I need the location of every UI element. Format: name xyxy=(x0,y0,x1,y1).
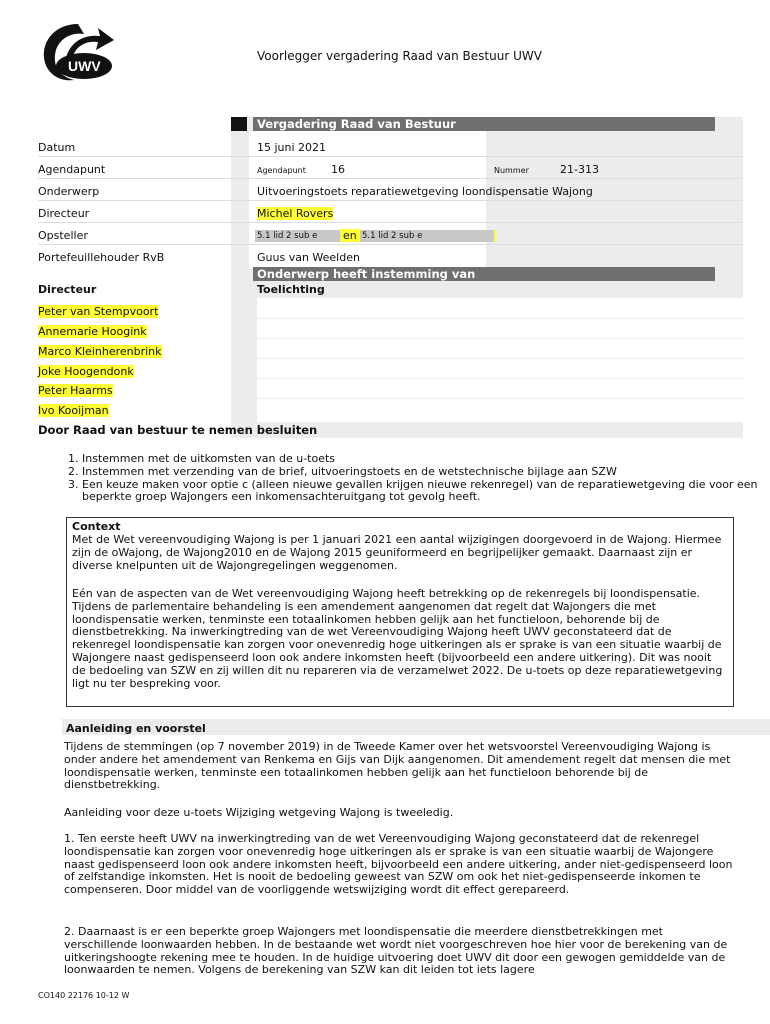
aanleiding-title: Aanleiding en voorstel xyxy=(66,722,206,735)
uwv-logo xyxy=(38,18,118,84)
portefeuille-value: Guus van Weelden xyxy=(257,251,360,264)
nummer-label: Nummer xyxy=(494,166,529,175)
instemming-bar: Onderwerp heeft instemming van xyxy=(253,267,715,281)
besluit-item: 3. Een keuze maken voor optie c (alleen nieuwe gevallen krijgen nieuwe rekenregel) van de reparatiewetgeving die voor een beperkte groep Wajongers een inkomensachteruitgang tot gevolg heeft. xyxy=(82,479,770,505)
datum-value: 15 juni 2021 xyxy=(257,141,327,154)
opsteller-redacted-2 xyxy=(360,230,496,242)
directeur-value: Michel Rovers xyxy=(257,207,334,220)
aanleiding-paragraph-2: Aanleiding voor deze u-toets Wijziging wetgeving Wajong is tweeledig. xyxy=(64,806,454,819)
directeur-label: Directeur xyxy=(38,207,90,220)
onderwerp-value: Uitvoeringstoets reparatiewetgeving loondispensatie Wajong xyxy=(257,185,593,198)
besluit-item: 2. Instemmen met verzending van de brief, uitvoeringstoets en de wetstechnische bijlage aan SZW xyxy=(82,466,770,479)
datum-label: Datum xyxy=(38,141,76,154)
approver-name: Ivo Kooijman xyxy=(38,404,109,417)
approver-name: Joke Hoogendonk xyxy=(38,365,134,378)
document-title: Voorlegger vergadering Raad van Bestuur UWV xyxy=(257,49,542,63)
besluit-item: 1. Instemmen met de uitkomsten van de u-toets xyxy=(82,453,770,466)
opsteller-value-2: 5.1 lid 2 sub e xyxy=(362,231,423,241)
footer-code: CO140 22176 10-12 W xyxy=(38,991,130,1000)
meeting-bar: Vergadering Raad van Bestuur xyxy=(253,117,715,131)
agendapunt-value: 16 xyxy=(331,163,345,176)
context-paragraph-1: Met de Wet vereenvoudiging Wajong is per 1 januari 2021 een aantal wijzigingen doorgevoerd in de Wajong. Hiermee zijn de oWajong, de Wajong2010 en de Wajong 2015 geuniformeerd en begrijpelijker gemaakt. Daarnaast zijn er diverse knelpunten uit de Wajongregelingen weggenomen. xyxy=(72,533,722,572)
aanleiding-paragraph-1: Tijdens de stemmingen (op 7 november 2019) in de Tweede Kamer over het wetsvoorstel Vereenvoudiging Wajong is onder andere het amendement van Renkema en Gijs van Dijk aangenomen. Dit amendement regelt dat mensen die met loondispensatie werken, tenminste een totaalinkomen hebben gelijk aan het functieloon behorende bij de dienstbetrekking. xyxy=(64,740,731,792)
agendapunt-small-label: Agendapunt xyxy=(257,166,306,175)
uwv-logo-graphic xyxy=(38,18,118,84)
approver-name: Peter van Stempvoort xyxy=(38,305,159,318)
nummer-value: 21-313 xyxy=(560,163,599,176)
approver-name: Peter Haarms xyxy=(38,384,113,397)
opsteller-label: Opsteller xyxy=(38,229,88,242)
opsteller-redacted-1 xyxy=(255,230,342,242)
col-toelichting: Toelichting xyxy=(257,283,325,296)
opsteller-value-1: 5.1 lid 2 sub e xyxy=(257,231,318,241)
logo-text: UWV xyxy=(68,58,101,74)
besluiten-list xyxy=(44,453,770,504)
besluiten-title: Door Raad van bestuur te nemen besluiten xyxy=(38,423,318,437)
agendapunt-label: Agendapunt xyxy=(38,163,106,176)
aanleiding-paragraph-3: 1. Ten eerste heeft UWV na inwerkingtreding van de wet Vereenvoudiging Wajong geconstateerd dat de rekenregel loondispensatie kan zorgen voor onevenredig hoge uitkeringen als er sprake is van een situatie waarbij de Wajongere naast gedispenseerd loon ook andere inkomsten heeft, bijvoorbeeld een andere uitkering, ander niet-gedispenseerd loon of zelfstandige inkomsten. Het is nooit de bedoeling geweest van SZW om ook het niet-gedispenseerde inkomen te compenseren. Door middel van de voorliggende wetswijziging wordt dit effect gerepareerd. xyxy=(64,832,733,897)
aanleiding-paragraph-4: 2. Daarnaast is er een beperkte groep Wajongers met loondispensatie die meerdere dienstbetrekkingen met verschillende loonwaarden hebben. In de bestaande wet wordt niet voorgeschreven hoe hier voor de berekening van de uitkeringshoogte rekening mee te houden. In de huidige uitvoering doet UWV dit door een gewogen gemiddelde van de loonwaarden te nemen. Volgens de berekening van SZW kan dit leiden tot iets lagere xyxy=(64,925,728,977)
onderwerp-label: Onderwerp xyxy=(38,185,100,198)
opsteller-en: en xyxy=(340,229,360,242)
approver-name: Marco Kleinherenbrink xyxy=(38,345,162,358)
approver-name: Annemarie Hoogink xyxy=(38,325,147,338)
context-paragraph-2: Eén van de aspecten van de Wet vereenvoudiging Wajong heeft betrekking op de rekenregels bij loondispensatie. Tijdens de parlementaire behandeling is een amendement aangenomen dat regelt dat Wajongers die met loondispensatie werken, tenminste een totaalinkomen hebben gelijk aan het functieloon, behorende bij de dienstbetrekking. Na inwerkingtreding van de wet Vereenvoudiging Wajong heeft UWV geconstateerd dat de rekenregel loondispensatie kan zorgen voor onevenredig hoge uitkeringen als er sprake is van een situatie waarbij de Wajongere naast gedispenseerd loon ook andere inkomsten heeft (bijvoorbeeld een andere uitkering). Dit was nooit de bedoeling van SZW en zij willen dit nu repareren via de verzamelwet 2022. De u-toets op deze reparatiewetgeving ligt nu ter bespreking voor. xyxy=(72,587,723,690)
context-title: Context xyxy=(72,520,121,533)
portefeuille-label: Portefeuillehouder RvB xyxy=(38,251,165,264)
col-directeur: Directeur xyxy=(38,283,97,296)
